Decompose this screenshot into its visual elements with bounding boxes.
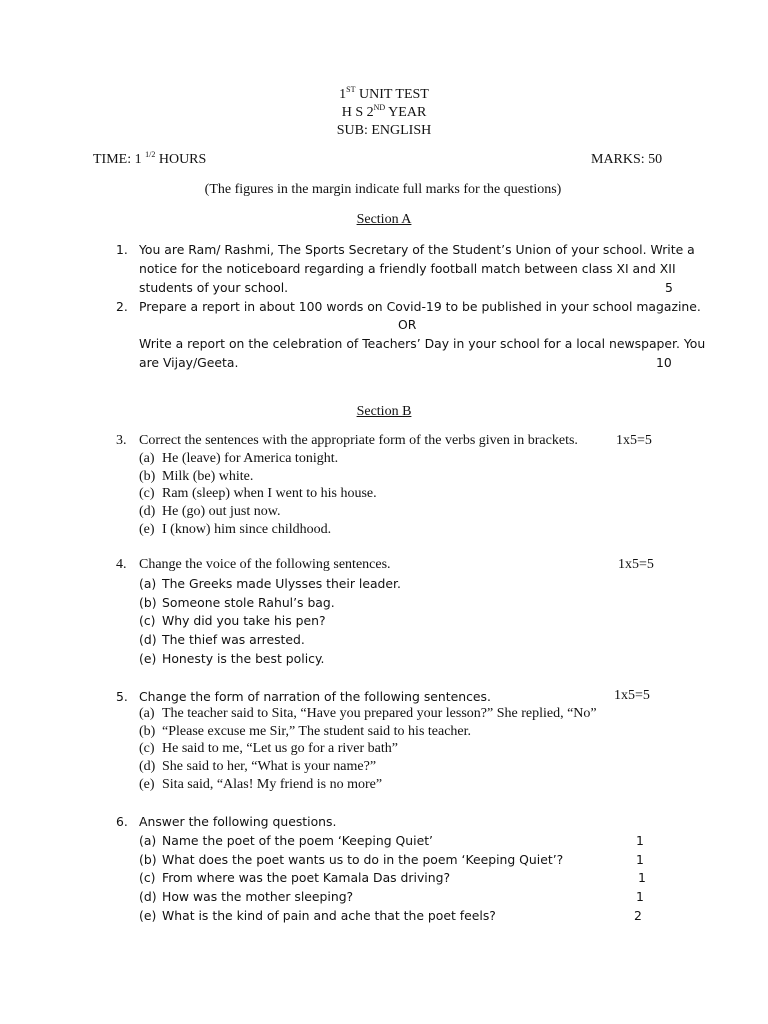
item-label: (e) bbox=[139, 651, 157, 666]
question-marks: 1x5=5 bbox=[618, 557, 654, 572]
item-label: (b) bbox=[139, 469, 156, 484]
item-marks: 1 bbox=[636, 852, 644, 867]
class-superscript: ND bbox=[373, 103, 386, 112]
question-number: 4. bbox=[116, 557, 127, 572]
item-text: Sita said, “Alas! My friend is no more” bbox=[162, 777, 383, 792]
question-text: Change the voice of the following sentences. bbox=[139, 557, 391, 572]
or-separator: OR bbox=[398, 317, 417, 332]
item-label: (d) bbox=[139, 889, 157, 904]
item-label: (d) bbox=[139, 632, 157, 647]
question-number: 6. bbox=[116, 814, 128, 829]
question-number: 5. bbox=[116, 689, 128, 704]
title-number: 1 bbox=[339, 87, 347, 102]
question-text: Correct the sentences with the appropriate form of the verbs given in brackets. bbox=[139, 433, 578, 448]
item-text: Why did you take his pen? bbox=[162, 613, 326, 628]
item-text: Honesty is the best policy. bbox=[162, 651, 325, 666]
question-line: notice for the noticeboard regarding a friendly football match between class XI and XII bbox=[139, 261, 676, 276]
item-text: He (leave) for America tonight. bbox=[162, 451, 339, 466]
item-text: What does the poet wants us to do in the poem ‘Keeping Quiet’? bbox=[162, 852, 564, 867]
item-label: (a) bbox=[139, 451, 155, 466]
item-marks: 1 bbox=[636, 833, 644, 848]
question-marks: 1x5=5 bbox=[614, 688, 650, 703]
item-label: (b) bbox=[139, 724, 156, 739]
item-label: (c) bbox=[139, 870, 156, 885]
question-line: Prepare a report in about 100 words on Covid-19 to be published in your school magazine. bbox=[139, 299, 701, 314]
title-text: UNIT TEST bbox=[355, 87, 429, 102]
total-marks: MARKS: 50 bbox=[591, 152, 663, 167]
time-fraction: 1/2 bbox=[145, 150, 156, 159]
item-text: From where was the poet Kamala Das driving? bbox=[162, 870, 451, 885]
item-text: He said to me, “Let us go for a river bath” bbox=[162, 741, 398, 756]
section-b-title: Section B bbox=[356, 404, 412, 419]
item-label: (d) bbox=[139, 504, 156, 519]
item-label: (c) bbox=[139, 486, 155, 501]
subject-line: SUB: ENGLISH bbox=[336, 123, 432, 138]
question-number: 2. bbox=[116, 299, 128, 314]
time-text: TIME: 1 bbox=[93, 152, 146, 167]
class-year: YEAR bbox=[385, 105, 427, 120]
class-line bbox=[0, 105, 768, 121]
time-line bbox=[93, 152, 206, 168]
question-text: Answer the following questions. bbox=[139, 814, 337, 829]
question-line: You are Ram/ Rashmi, The Sports Secretary of the Student’s Union of your school. Write a bbox=[139, 242, 695, 257]
title-superscript: ST bbox=[346, 85, 356, 94]
question-marks: 1x5=5 bbox=[616, 433, 652, 448]
test-title bbox=[0, 87, 768, 103]
item-text: I (know) him since childhood. bbox=[162, 522, 332, 537]
item-label: (e) bbox=[139, 522, 155, 537]
item-text: The Greeks made Ulysses their leader. bbox=[162, 576, 401, 591]
question-marks: 10 bbox=[656, 355, 672, 370]
item-label: (e) bbox=[139, 908, 157, 923]
question-marks: 5 bbox=[665, 280, 673, 295]
item-text: Name the poet of the poem ‘Keeping Quiet’ bbox=[162, 833, 433, 848]
item-label: (b) bbox=[139, 595, 157, 610]
question-line: students of your school. bbox=[139, 280, 289, 295]
item-label: (a) bbox=[139, 833, 157, 848]
class-text: H S 2 bbox=[341, 105, 374, 120]
item-text: What is the kind of pain and ache that the poet feels? bbox=[162, 908, 496, 923]
question-text: Change the form of narration of the following sentences. bbox=[139, 689, 491, 704]
item-text: She said to her, “What is your name?” bbox=[162, 759, 377, 774]
item-marks: 2 bbox=[634, 908, 642, 923]
item-marks: 1 bbox=[636, 889, 644, 904]
item-label: (b) bbox=[139, 852, 157, 867]
question-line: Write a report on the celebration of Teachers’ Day in your school for a local newspaper. You bbox=[139, 336, 706, 351]
question-number: 3. bbox=[116, 433, 127, 448]
item-marks: 1 bbox=[638, 870, 646, 885]
instruction-note: (The figures in the margin indicate full marks for the questions) bbox=[204, 182, 562, 197]
question-line: are Vijay/Geeta. bbox=[139, 355, 239, 370]
item-label: (c) bbox=[139, 613, 156, 628]
item-text: The thief was arrested. bbox=[162, 632, 305, 647]
item-text: Someone stole Rahul’s bag. bbox=[162, 595, 335, 610]
item-text: The teacher said to Sita, “Have you prepared your lesson?” She replied, “No” bbox=[162, 706, 597, 721]
item-label: (a) bbox=[139, 576, 157, 591]
item-text: Ram (sleep) when I went to his house. bbox=[162, 486, 377, 501]
item-label: (d) bbox=[139, 759, 156, 774]
section-a-title: Section A bbox=[356, 212, 412, 227]
item-text: How was the mother sleeping? bbox=[162, 889, 354, 904]
item-text: He (go) out just now. bbox=[162, 504, 281, 519]
item-text: Milk (be) white. bbox=[162, 469, 254, 484]
question-number: 1. bbox=[116, 242, 128, 257]
item-text: “Please excuse me Sir,” The student said to his teacher. bbox=[162, 724, 472, 739]
item-label: (c) bbox=[139, 741, 155, 756]
item-label: (e) bbox=[139, 777, 155, 792]
time-unit: HOURS bbox=[155, 152, 207, 167]
item-label: (a) bbox=[139, 706, 155, 721]
